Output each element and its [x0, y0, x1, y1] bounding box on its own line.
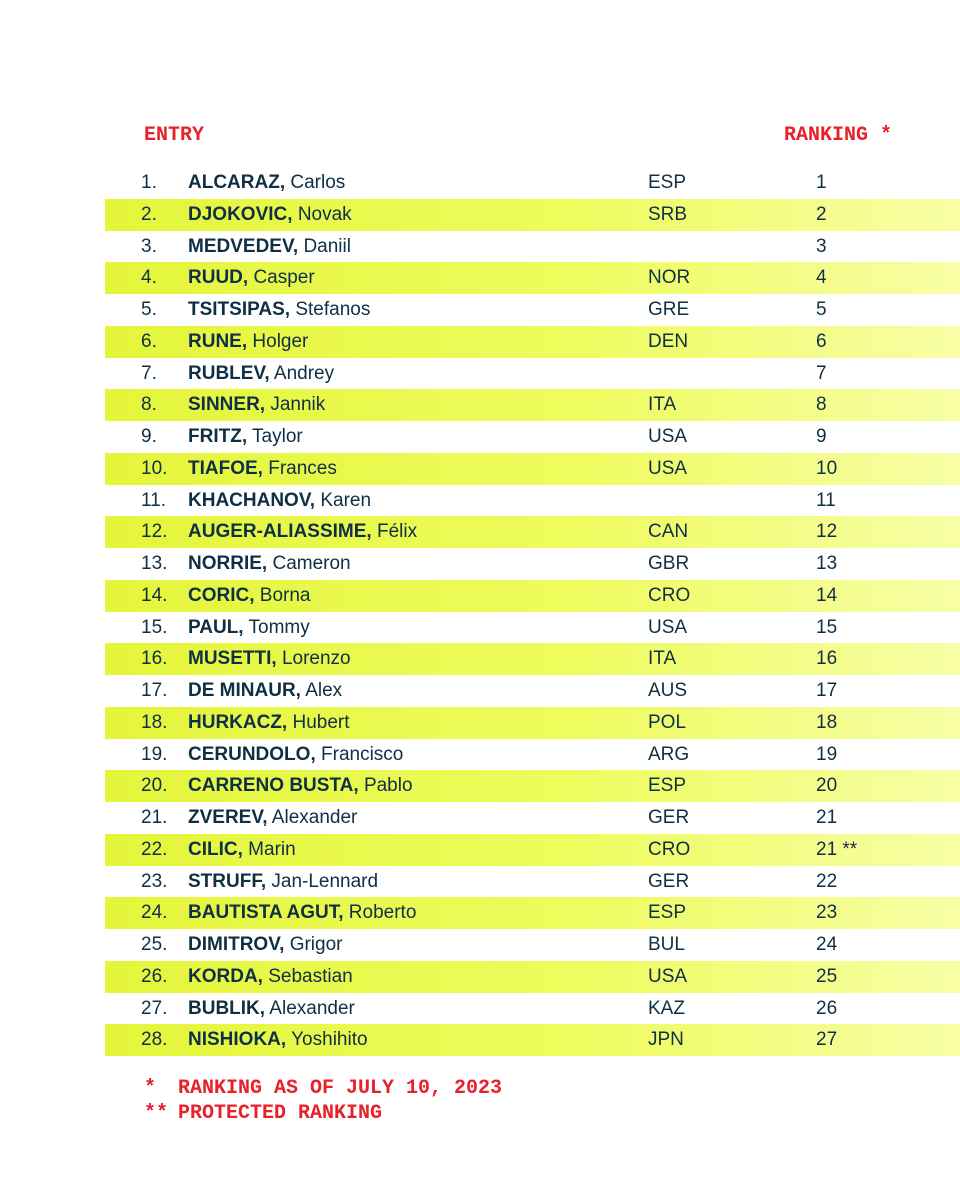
- player-country: ESP: [648, 902, 687, 924]
- player-first-name: Jannik: [270, 394, 326, 416]
- player-last-name: ZVEREV,: [188, 807, 268, 828]
- player-last-name: CILIC,: [188, 838, 243, 860]
- player-name: [188, 675, 342, 707]
- player-name: [188, 834, 296, 866]
- player-first-name: Hubert: [292, 711, 350, 733]
- player-last-name: NISHIOKA,: [188, 1029, 287, 1051]
- player-name: [188, 1024, 368, 1056]
- player-last-name: CARRENO BUSTA,: [188, 775, 359, 797]
- player-country: SRB: [648, 203, 688, 225]
- player-name: [188, 167, 345, 199]
- player-last-name: KHACHANOV,: [188, 489, 316, 511]
- player-last-name: CORIC,: [188, 584, 255, 606]
- player-last-name: STRUFF,: [188, 870, 267, 892]
- entry-number: 19.: [141, 743, 168, 765]
- player-last-name: KORDA,: [188, 965, 263, 987]
- player-country: NOR: [648, 267, 691, 289]
- player-name: [188, 643, 351, 675]
- player-last-name: FRITZ,: [188, 426, 248, 447]
- player-ranking: 20: [816, 775, 838, 797]
- player-country: KAZ: [648, 997, 685, 1019]
- entry-number: 4.: [141, 267, 157, 289]
- player-last-name: MUSETTI,: [188, 648, 277, 670]
- player-country: USA: [648, 616, 688, 638]
- player-country: ITA: [648, 394, 677, 416]
- table-row: [105, 612, 960, 644]
- player-country: GBR: [648, 553, 690, 574]
- entry-number: 14.: [141, 584, 168, 606]
- player-first-name: Yoshihito: [291, 1029, 368, 1051]
- player-ranking: 25: [816, 965, 838, 987]
- entry-number: 1.: [141, 172, 157, 193]
- table-row: [105, 961, 960, 993]
- footnote-text: RANKING AS OF JULY 10, 2023: [178, 1077, 503, 1100]
- player-country: ARG: [648, 743, 690, 765]
- player-name: [188, 612, 310, 644]
- player-country: DEN: [648, 330, 689, 352]
- entry-number: 20.: [141, 775, 168, 797]
- table-row: [105, 485, 960, 517]
- player-last-name: NORRIE,: [188, 553, 268, 574]
- player-ranking: 16: [816, 648, 838, 670]
- player-first-name: Alexander: [271, 807, 358, 828]
- player-country: USA: [648, 965, 688, 987]
- player-last-name: ALCARAZ,: [188, 172, 286, 193]
- player-first-name: Carlos: [290, 172, 346, 193]
- entry-number: 24.: [141, 902, 168, 924]
- player-first-name: Novak: [297, 203, 352, 225]
- entry-number: 2.: [141, 203, 157, 225]
- player-first-name: Sebastian: [268, 965, 353, 987]
- player-ranking: 24: [816, 934, 838, 955]
- player-country: ESP: [648, 172, 687, 193]
- player-country: CRO: [648, 584, 691, 606]
- table-row: [105, 1024, 960, 1056]
- footnote: [144, 1101, 502, 1126]
- player-first-name: Roberto: [348, 902, 417, 924]
- table-row: [105, 739, 960, 771]
- table-row: [105, 199, 960, 231]
- table-row: [105, 548, 960, 580]
- player-name: [188, 897, 416, 929]
- player-name: [188, 421, 303, 453]
- player-ranking: 7: [816, 362, 827, 384]
- entry-number: 26.: [141, 965, 168, 987]
- footnotes: [144, 1076, 502, 1126]
- player-name: [188, 929, 343, 961]
- table-row: [105, 993, 960, 1025]
- player-country: JPN: [648, 1029, 684, 1051]
- player-first-name: Grigor: [289, 934, 343, 955]
- footnote-text: PROTECTED RANKING: [178, 1102, 383, 1125]
- player-ranking: 18: [816, 711, 838, 733]
- player-last-name: CERUNDOLO,: [188, 743, 316, 765]
- player-country: BUL: [648, 934, 685, 955]
- ranking-column-header: RANKING *: [784, 124, 893, 147]
- player-name: [188, 326, 308, 358]
- table-row: [105, 453, 960, 485]
- player-ranking: 19: [816, 743, 838, 765]
- entry-number: 18.: [141, 711, 168, 733]
- player-name: [188, 358, 334, 390]
- player-first-name: Marin: [248, 838, 296, 860]
- player-first-name: Stefanos: [295, 299, 371, 320]
- table-row: [105, 167, 960, 199]
- footnote-mark: *: [144, 1077, 157, 1100]
- table-row: [105, 294, 960, 326]
- player-first-name: Casper: [253, 267, 315, 289]
- player-last-name: PAUL,: [188, 616, 244, 638]
- footnote: [144, 1076, 502, 1101]
- player-name: [188, 453, 337, 485]
- player-country: CRO: [648, 838, 691, 860]
- player-first-name: Cameron: [272, 553, 351, 574]
- entry-number: 27.: [141, 997, 168, 1019]
- player-last-name: BUBLIK,: [188, 997, 266, 1019]
- player-ranking: 10: [816, 457, 838, 479]
- player-last-name: TIAFOE,: [188, 457, 263, 479]
- player-name: [188, 389, 325, 421]
- entry-number: 22.: [141, 838, 168, 860]
- player-name: [188, 707, 350, 739]
- entry-number: 16.: [141, 648, 168, 670]
- player-first-name: Daniil: [303, 235, 351, 257]
- player-ranking: 6: [816, 330, 827, 352]
- entry-number: 10.: [141, 457, 168, 479]
- table-row: [105, 580, 960, 612]
- entry-number: 28.: [141, 1029, 168, 1051]
- player-ranking: 11: [816, 489, 836, 511]
- table-row: [105, 675, 960, 707]
- entry-number: 6.: [141, 330, 157, 352]
- player-ranking: 2: [816, 203, 827, 225]
- player-first-name: Andrey: [273, 362, 335, 384]
- player-name: [188, 580, 310, 612]
- player-ranking: 12: [816, 521, 838, 543]
- entry-number: 7.: [141, 362, 157, 384]
- entry-number: 15.: [141, 616, 168, 638]
- entry-number: 12.: [141, 521, 168, 543]
- player-ranking: 22: [816, 870, 838, 892]
- player-ranking: 9: [816, 426, 827, 447]
- player-name: [188, 548, 351, 580]
- player-last-name: RUUD,: [188, 267, 249, 289]
- entry-number: 11.: [141, 489, 167, 511]
- player-country: ITA: [648, 648, 677, 670]
- entry-number: 21.: [141, 807, 168, 828]
- player-first-name: Pablo: [363, 775, 413, 797]
- player-ranking: 1: [816, 172, 827, 193]
- table-row: [105, 866, 960, 898]
- player-last-name: BAUTISTA AGUT,: [188, 902, 344, 924]
- player-ranking: 5: [816, 299, 827, 320]
- player-first-name: Taylor: [252, 426, 303, 447]
- player-ranking: 17: [816, 680, 838, 701]
- entry-column-header: ENTRY: [144, 124, 205, 147]
- player-name: [188, 866, 378, 898]
- player-name: [188, 739, 403, 771]
- player-first-name: Holger: [252, 330, 309, 352]
- player-ranking: 4: [816, 267, 827, 289]
- entry-number: 13.: [141, 553, 168, 574]
- player-country: POL: [648, 711, 687, 733]
- player-name: [188, 961, 353, 993]
- player-ranking: 14: [816, 584, 838, 606]
- table-row: [105, 929, 960, 961]
- table-row: [105, 516, 960, 548]
- player-name: [188, 231, 351, 263]
- table-row: [105, 643, 960, 675]
- player-last-name: SINNER,: [188, 394, 266, 416]
- player-name: [188, 993, 355, 1025]
- player-last-name: RUNE,: [188, 330, 248, 352]
- player-country: GRE: [648, 299, 690, 320]
- table-row: [105, 231, 960, 263]
- player-last-name: DIMITROV,: [188, 934, 285, 955]
- entry-list-table: [105, 167, 960, 1056]
- entry-number: 9.: [141, 426, 157, 447]
- player-ranking: 21 **: [816, 838, 858, 860]
- player-first-name: Francisco: [321, 743, 404, 765]
- table-row: [105, 897, 960, 929]
- player-first-name: Borna: [259, 584, 311, 606]
- table-header: [0, 124, 960, 148]
- entry-number: 5.: [141, 299, 157, 320]
- player-first-name: Tommy: [248, 616, 310, 638]
- player-first-name: Félix: [376, 521, 418, 543]
- player-name: [188, 294, 370, 326]
- entry-number: 3.: [141, 235, 157, 257]
- player-name: [188, 199, 352, 231]
- table-row: [105, 389, 960, 421]
- entry-number: 17.: [141, 680, 168, 701]
- player-first-name: Frances: [268, 457, 337, 479]
- player-first-name: Jan-Lennard: [271, 870, 379, 892]
- player-ranking: 15: [816, 616, 838, 638]
- player-last-name: HURKACZ,: [188, 711, 288, 733]
- table-row: [105, 802, 960, 834]
- player-first-name: Alexander: [269, 997, 355, 1019]
- player-name: [188, 516, 417, 548]
- player-country: USA: [648, 426, 688, 447]
- table-row: [105, 770, 960, 802]
- player-ranking: 8: [816, 394, 827, 416]
- player-first-name: Lorenzo: [281, 648, 351, 670]
- player-ranking: 26: [816, 997, 838, 1019]
- table-row: [105, 326, 960, 358]
- player-last-name: DE MINAUR,: [188, 680, 301, 701]
- player-first-name: Karen: [320, 489, 372, 511]
- player-country: USA: [648, 457, 688, 479]
- entry-number: 8.: [141, 394, 157, 416]
- player-last-name: TSITSIPAS,: [188, 299, 291, 320]
- table-row: [105, 834, 960, 866]
- player-name: [188, 485, 371, 517]
- player-ranking: 27: [816, 1029, 838, 1051]
- player-country: GER: [648, 870, 690, 892]
- player-ranking: 13: [816, 553, 838, 574]
- entry-number: 23.: [141, 870, 168, 892]
- table-row: [105, 707, 960, 739]
- table-row: [105, 262, 960, 294]
- player-country: AUS: [648, 680, 688, 701]
- player-name: [188, 802, 357, 834]
- entry-number: 25.: [141, 934, 168, 955]
- player-country: CAN: [648, 521, 689, 543]
- player-ranking: 21: [816, 807, 838, 828]
- player-ranking: 3: [816, 235, 827, 257]
- player-name: [188, 262, 315, 294]
- player-last-name: AUGER-ALIASSIME,: [188, 521, 372, 543]
- player-last-name: RUBLEV,: [188, 362, 270, 384]
- player-ranking: 23: [816, 902, 838, 924]
- player-last-name: DJOKOVIC,: [188, 203, 293, 225]
- player-first-name: Alex: [305, 680, 343, 701]
- player-last-name: MEDVEDEV,: [188, 235, 299, 257]
- player-name: [188, 770, 413, 802]
- table-row: [105, 421, 960, 453]
- footnote-mark: **: [144, 1102, 169, 1125]
- table-row: [105, 358, 960, 390]
- player-country: ESP: [648, 775, 687, 797]
- player-country: GER: [648, 807, 690, 828]
